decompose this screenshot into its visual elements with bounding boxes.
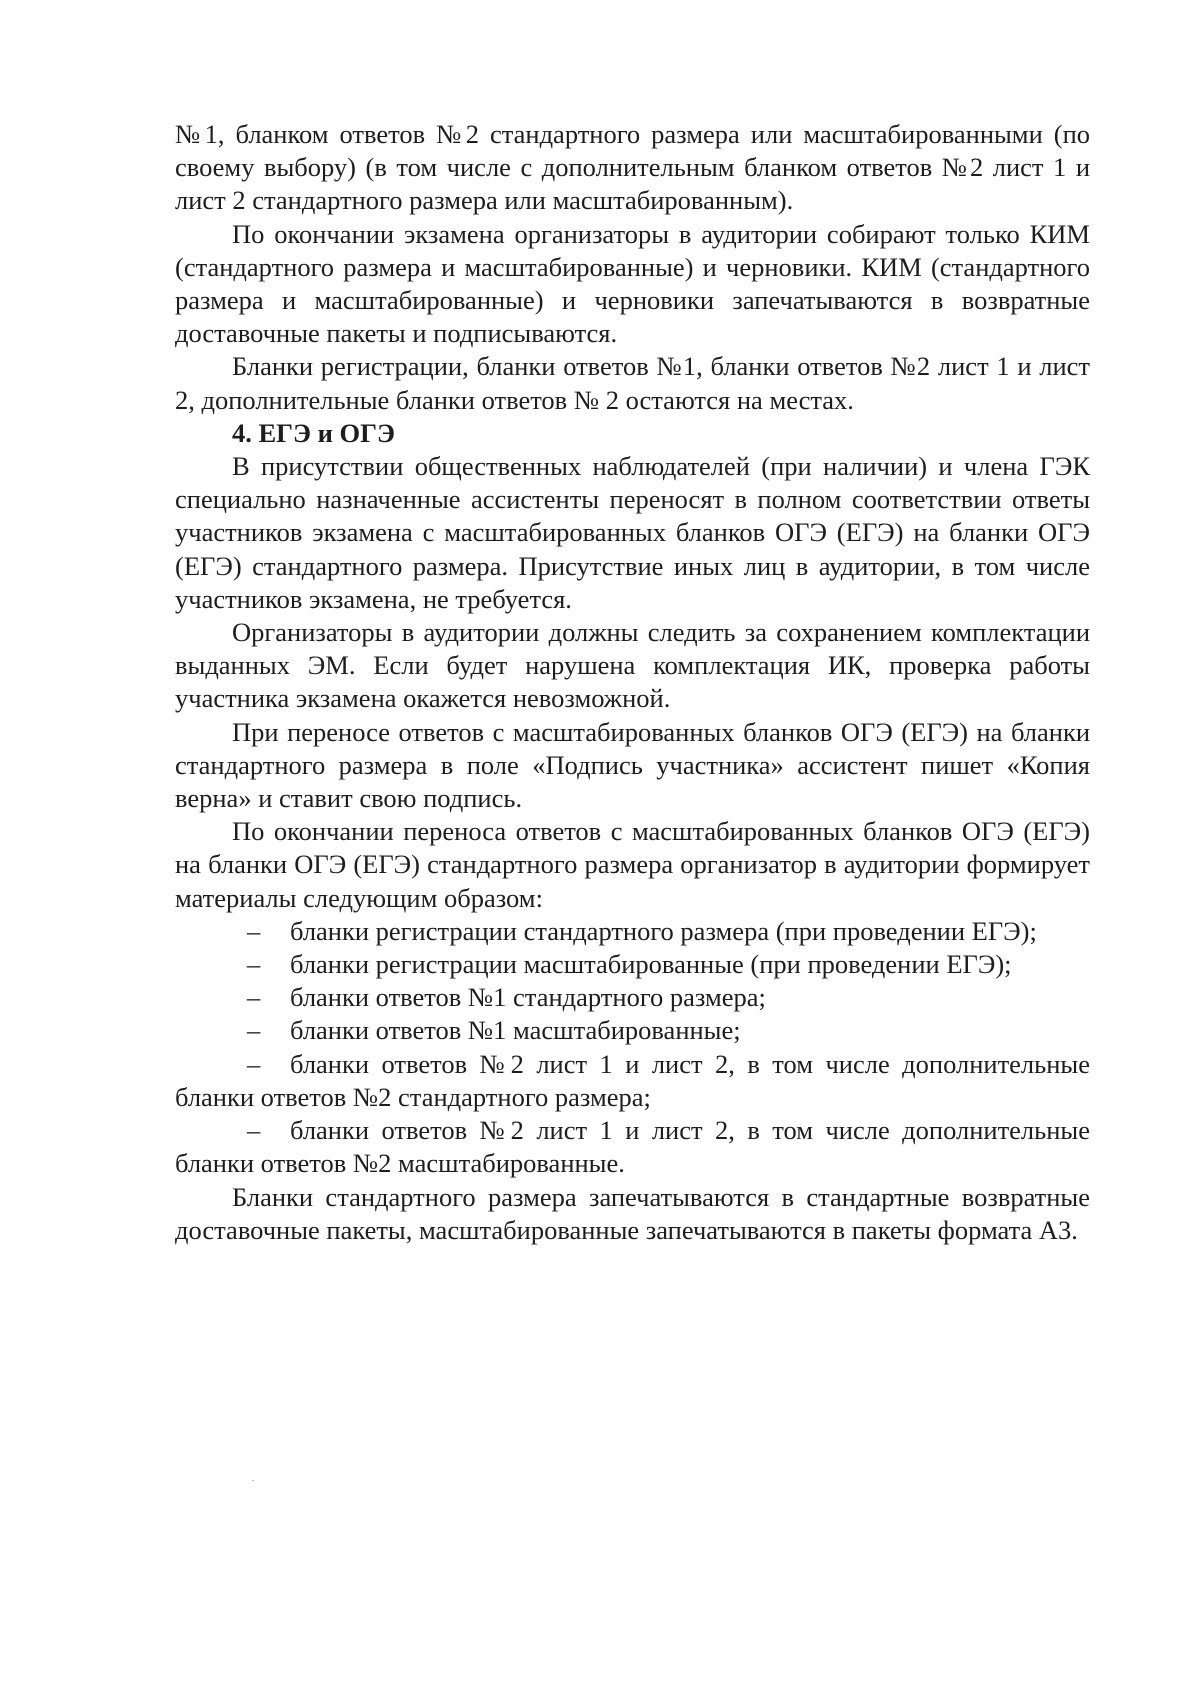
list-item xyxy=(175,1114,1090,1180)
list-item-text: бланки регистрации стандартного размера (при проведении ЕГЭ); xyxy=(290,915,1037,946)
paragraph-after-transfer: По окончании переноса ответов с масштабированных бланков ОГЭ (ЕГЭ) на бланки ОГЭ (ЕГЭ) стандартного размера организатор в аудитории формирует материалы следующим образом: xyxy=(175,816,1090,913)
section-heading: 4. ЕГЭ и ОГЭ xyxy=(232,417,395,448)
list-dash: – xyxy=(247,1048,261,1079)
list-item-text: бланки ответов №1 стандартного размера; xyxy=(290,982,766,1013)
paragraph-forms-remain: Бланки регистрации, бланки ответов №1, бланки ответов №2 лист 1 и лист 2, дополнительные бланки ответов № 2 остаются на местах. xyxy=(175,351,1090,415)
list-item xyxy=(175,981,1090,1014)
list-dash: – xyxy=(247,1015,261,1046)
list-item-text: бланки ответов №2 лист 1 и лист 2, в том числе дополнительные бланки ответов №2 стандартного размера; xyxy=(175,1048,1090,1112)
list-item xyxy=(175,948,1090,981)
paragraph-collection-kim: По окончании экзамена организаторы в аудитории собирают только КИМ (стандартного размера и масштабированные) и черновики. КИМ (стандартного размера и масштабированные) и черновики запечатываются в возвратные доставочные пакеты и подписываются. xyxy=(175,218,1090,349)
paragraph-continuation: №1, бланком ответов №2 стандартного размера или масштабированными (по своему выбору) (в том числе с дополнительным бланком ответов №2 лист 1 и лист 2 стандартного размера или масштабированным). xyxy=(175,119,1090,216)
scan-speck xyxy=(252,1480,254,1481)
paragraph-assistants: В присутствии общественных наблюдателей (при наличии) и члена ГЭК специально назначенные ассистенты переносят в полном соответствии ответы участников экзамена с масштабированных бланков ОГЭ (ЕГЭ) на бланки ОГЭ (ЕГЭ) стандартного размера. Присутствие иных лиц в аудитории, в том числе участников экзамена, не требуется. xyxy=(175,451,1090,614)
paragraph-transfer-signature: При переносе ответов с масштабированных бланков ОГЭ (ЕГЭ) на бланки стандартного размера в поле «Подпись участника» ассистент пишет «Копия верна» и ставит свою подпись. xyxy=(175,716,1090,814)
materials-list xyxy=(175,915,1090,1181)
list-dash: – xyxy=(247,949,261,980)
list-item xyxy=(175,915,1090,948)
list-item-text: бланки ответов №1 масштабированные; xyxy=(290,1015,741,1046)
list-dash: – xyxy=(247,915,261,946)
paragraph-packaging: Бланки стандартного размера запечатываются в стандартные возвратные доставочные пакеты, масштабированные запечатываются в пакеты формата А3. xyxy=(175,1181,1090,1245)
document-body xyxy=(175,118,1090,1247)
paragraph-organizers: Организаторы в аудитории должны следить за сохранением комплектации выданных ЭМ. Если будет нарушена комплектация ИК, проверка работы участника экзамена окажется невозможной. xyxy=(175,617,1090,714)
list-item-text: бланки регистрации масштабированные (при проведении ЕГЭ); xyxy=(290,949,1012,980)
list-item xyxy=(175,1048,1090,1114)
list-dash: – xyxy=(247,1115,261,1146)
list-item-text: бланки ответов №2 лист 1 и лист 2, в том числе дополнительные бланки ответов №2 масштабированные. xyxy=(175,1115,1090,1179)
list-dash: – xyxy=(247,982,261,1013)
list-item xyxy=(175,1014,1090,1047)
